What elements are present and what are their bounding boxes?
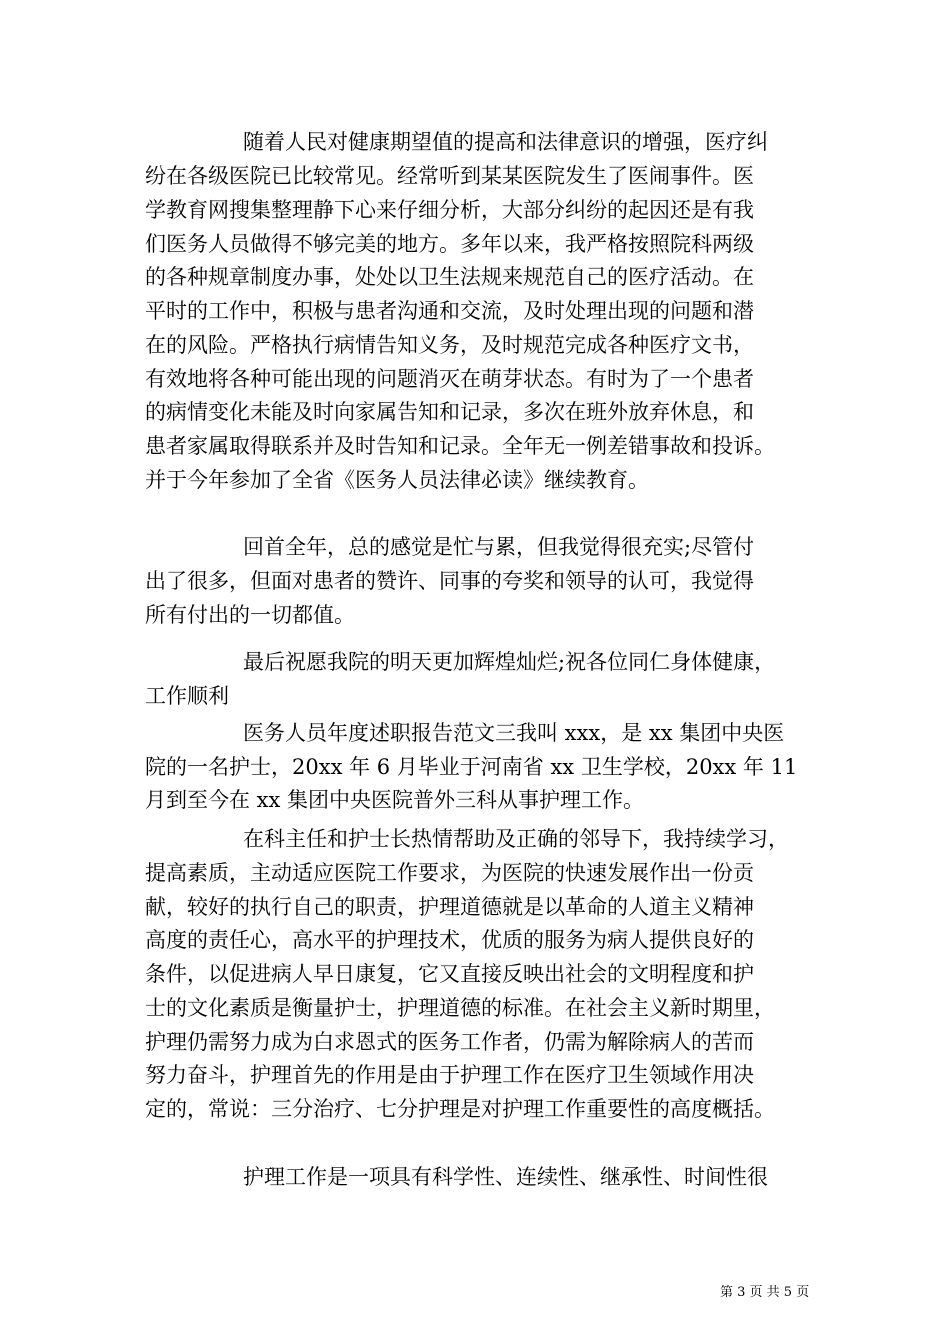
- text-line: 医务人员年度述职报告范文三我叫 xxx，是 xx 集团中央医: [243, 721, 785, 745]
- text-line: 士的文化素质是衡量护士，护理道德的标准。在社会主义新时期里，: [145, 996, 775, 1020]
- text-line: 工作顺利: [145, 684, 229, 708]
- text-line: 纷在各级医院已比较常见。经常听到某某医院发生了医闹事件。医: [145, 164, 754, 188]
- text-line: 护理工作是一项具有科学性、连续性、继承性、时间性很: [243, 1165, 768, 1189]
- text-line: 平时的工作中，积极与患者沟通和交流，及时处理出现的问题和潜: [145, 299, 754, 323]
- text-line: 们医务人员做得不够完美的地方。多年以来，我严格按照院科两级: [145, 232, 754, 256]
- text-line: 的病情变化未能及时向家属告知和记录，多次在班外放弃休息，和: [145, 400, 754, 424]
- text-line: 并于今年参加了全省《医务人员法律必读》继续教育。: [145, 468, 649, 492]
- text-line: 学教育网搜集整理静下心来仔细分析，大部分纠纷的起因还是有我: [145, 198, 754, 222]
- text-line: 在的风险。严格执行病情告知义务，及时规范完成各种医疗文书，: [145, 333, 754, 357]
- text-line: 所有付出的一切都值。: [145, 603, 355, 627]
- text-line: 最后祝愿我院的明天更加辉煌灿烂;祝各位同仁身体健康，: [243, 650, 776, 674]
- text-line: 献，较好的执行自己的职责，护理道德就是以革命的人道主义精神: [145, 895, 754, 919]
- text-line: 的各种规章制度办事，处处以卫生法规来规范自己的医疗活动。在: [145, 265, 754, 289]
- text-line: 提高素质，主动适应医院工作要求，为医院的快速发展作出一份贡: [145, 861, 754, 885]
- text-line: 回首全年，总的感觉是忙与累，但我觉得很充实;尽管付: [243, 535, 755, 559]
- text-line: 高度的责任心，高水平的护理技术，优质的服务为病人提供良好的: [145, 928, 754, 952]
- text-line: 在科主任和护士长热情帮助及正确的邻导下，我持续学习，: [243, 827, 789, 851]
- page-number-footer: 第 3 页 共 5 页: [720, 1285, 810, 1300]
- text-line: 有效地将各种可能出现的问题消灭在萌芽状态。有时为了一个患者: [145, 367, 754, 391]
- text-line: 随着人民对健康期望值的提高和法律意识的增强，医疗纠: [243, 130, 768, 154]
- text-line: 条件，以促进病人早日康复，它又直接反映出社会的文明程度和护: [145, 962, 754, 986]
- text-line: 努力奋斗，护理首先的作用是由于护理工作在医疗卫生领域作用决: [145, 1063, 754, 1087]
- text-line: 护理仍需努力成为白求恩式的医务工作者，仍需为解除病人的苦而: [145, 1030, 754, 1054]
- text-line: 院的一名护士，20xx 年 6 月毕业于河南省 xx 卫生学校，20xx 年 11: [145, 755, 798, 779]
- text-line: 月到至今在 xx 集团中央医院普外三科从事护理工作。: [145, 788, 645, 812]
- text-line: 定的，常说：三分治疗、七分护理是对护理工作重要性的高度概括。: [145, 1097, 775, 1121]
- text-line: 患者家属取得联系并及时告知和记录。全年无一例差错事故和投诉。: [145, 434, 775, 458]
- text-line: 出了很多，但面对患者的赞许、同事的夸奖和领导的认可，我觉得: [145, 569, 754, 593]
